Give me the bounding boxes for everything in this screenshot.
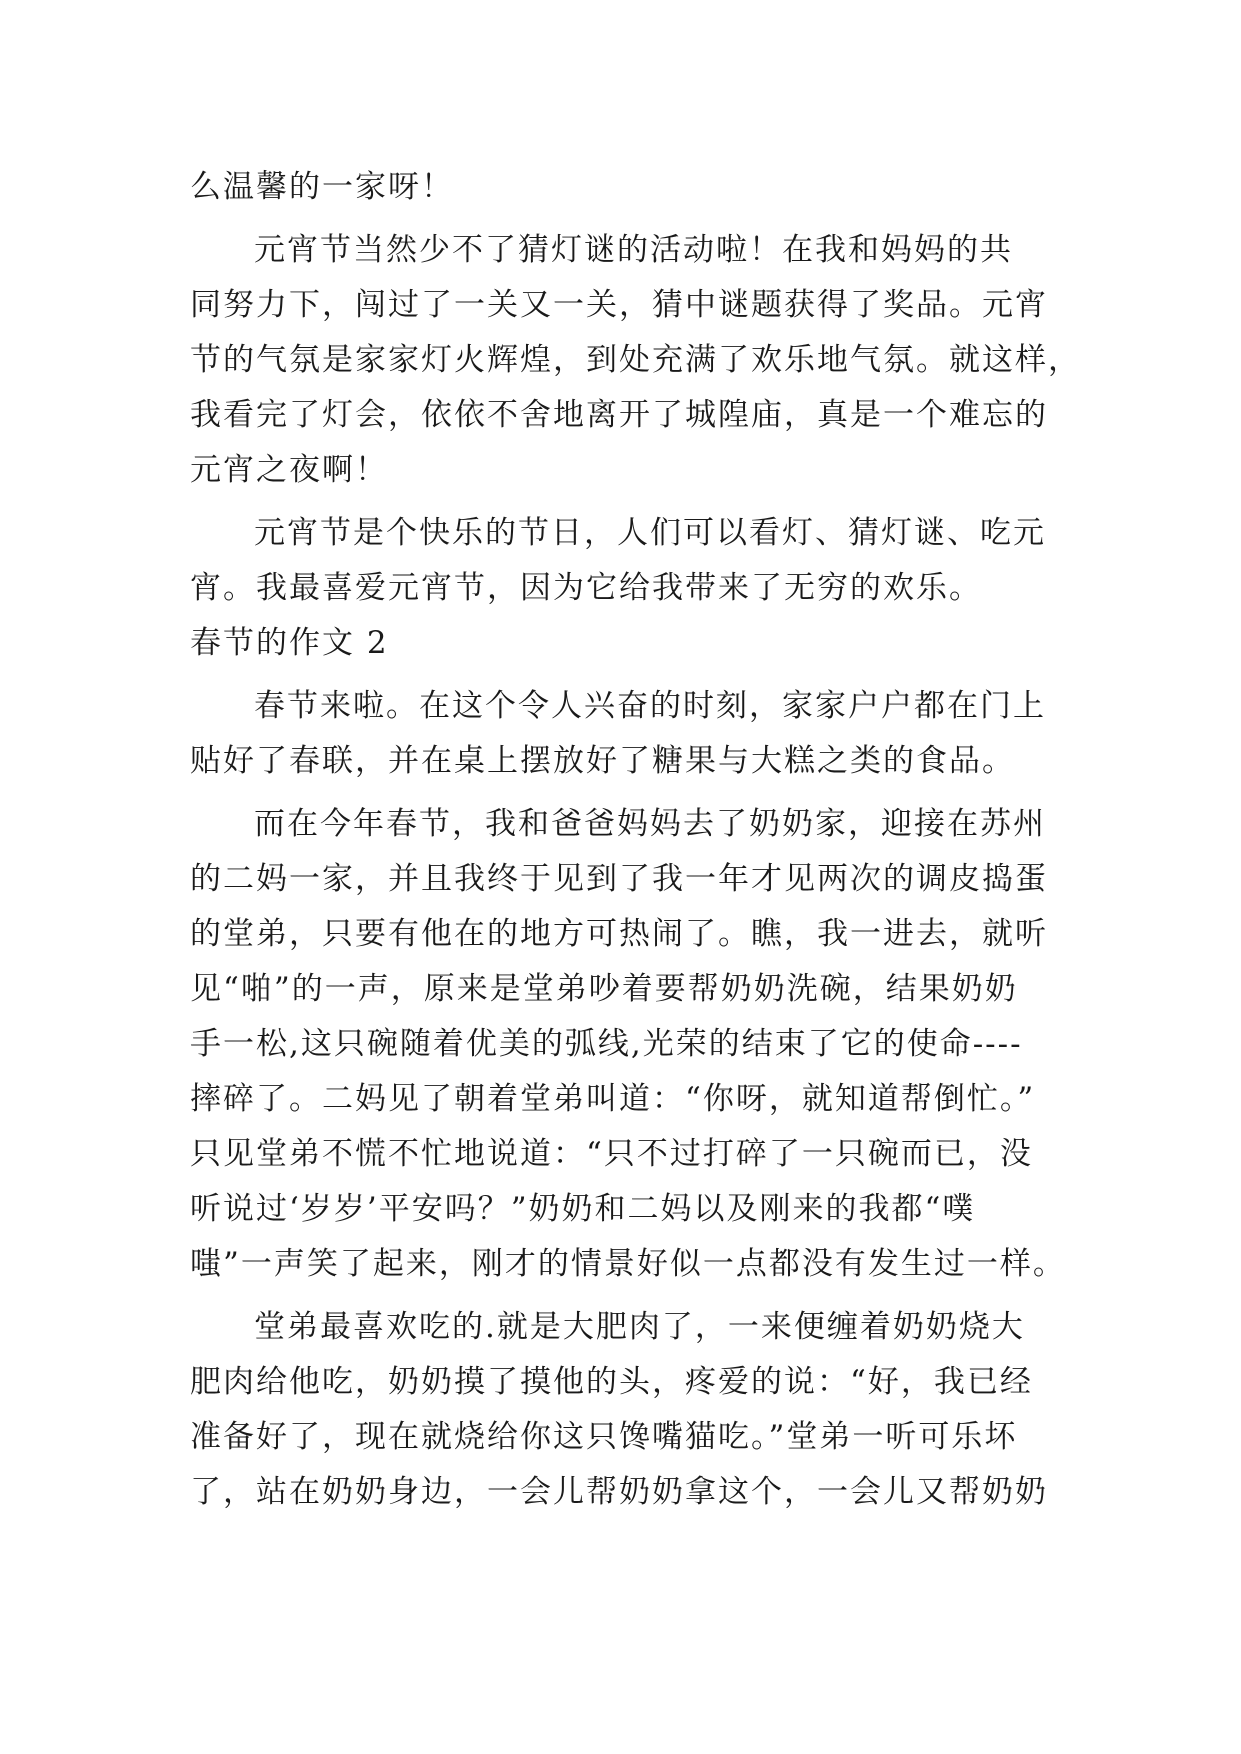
text-line: 的二妈一家，并且我终于见到了我一年才见两次的调皮捣蛋 bbox=[190, 861, 1048, 897]
text-line: 听说过‘岁岁’平安吗？”奶奶和二妈以及刚来的我都“噗 bbox=[190, 1191, 976, 1227]
text-line: 贴好了春联，并在桌上摆放好了糖果与大糕之类的食品。 bbox=[190, 743, 1015, 779]
text-line: 宵。我最喜爱元宵节，因为它给我带来了无穷的欢乐。 bbox=[190, 570, 982, 606]
paragraph bbox=[190, 797, 1066, 1292]
text-line: 春节来啦。在这个令人兴奋的时刻，家家户户都在门上 bbox=[254, 688, 1046, 724]
text-line: 只见堂弟不慌不忙地说道：“只不过打碎了一只碗而已，没 bbox=[190, 1136, 1033, 1172]
paragraph bbox=[190, 160, 1050, 215]
text-line: 节的气氛是家家灯火辉煌，到处充满了欢乐地气氛。就这样， bbox=[190, 342, 1081, 378]
paragraph bbox=[190, 223, 1081, 498]
text-line: 准备好了，现在就烧给你这只馋嘴猫吃。”堂弟一听可乐坏 bbox=[190, 1419, 1018, 1455]
text-line: 见“啪”的一声，原来是堂弟吵着要帮奶奶洗碗，结果奶奶 bbox=[190, 971, 1018, 1007]
document-body bbox=[190, 160, 1081, 1520]
text-line: 肥肉给他吃，奶奶摸了摸他的头，疼爱的说：“好，我已经 bbox=[190, 1364, 1033, 1400]
text-line: 我看完了灯会，依依不舍地离开了城隍庙，真是一个难忘的 bbox=[190, 397, 1048, 433]
heading-text: 春节的作文 2 bbox=[190, 625, 389, 661]
section-heading bbox=[190, 616, 1050, 671]
text-line: 的堂弟，只要有他在的地方可热闹了。瞧，我一进去，就听 bbox=[190, 916, 1048, 952]
text-line: 手一松,这只碗随着优美的弧线,光荣的结束了它的使命---- bbox=[190, 1026, 1023, 1062]
text-line: 么温馨的一家呀！ bbox=[190, 169, 454, 205]
paragraph bbox=[190, 506, 1050, 616]
text-line: 了，站在奶奶身边，一会儿帮奶奶拿这个，一会儿又帮奶奶 bbox=[190, 1474, 1048, 1510]
text-line: 嗤”一声笑了起来，刚才的情景好似一点都没有发生过一样。 bbox=[190, 1246, 1066, 1282]
text-line: 元宵节是个快乐的节日，人们可以看灯、猜灯谜、吃元 bbox=[254, 515, 1046, 551]
paragraph bbox=[190, 679, 1050, 789]
paragraph bbox=[190, 1300, 1050, 1520]
text-line: 元宵节当然少不了猜灯谜的活动啦！在我和妈妈的共 bbox=[254, 232, 1013, 268]
text-line: 同努力下，闯过了一关又一关，猜中谜题获得了奖品。元宵 bbox=[190, 287, 1048, 323]
text-line: 摔碎了。二妈见了朝着堂弟叫道：“你呀，就知道帮倒忙。” bbox=[190, 1081, 1036, 1117]
text-line: 元宵之夜啊！ bbox=[190, 452, 388, 488]
text-line: 而在今年春节，我和爸爸妈妈去了奶奶家，迎接在苏州 bbox=[254, 806, 1046, 842]
text-line: 堂弟最喜欢吃的.就是大肥肉了，一来便缠着奶奶烧大 bbox=[254, 1309, 1025, 1345]
